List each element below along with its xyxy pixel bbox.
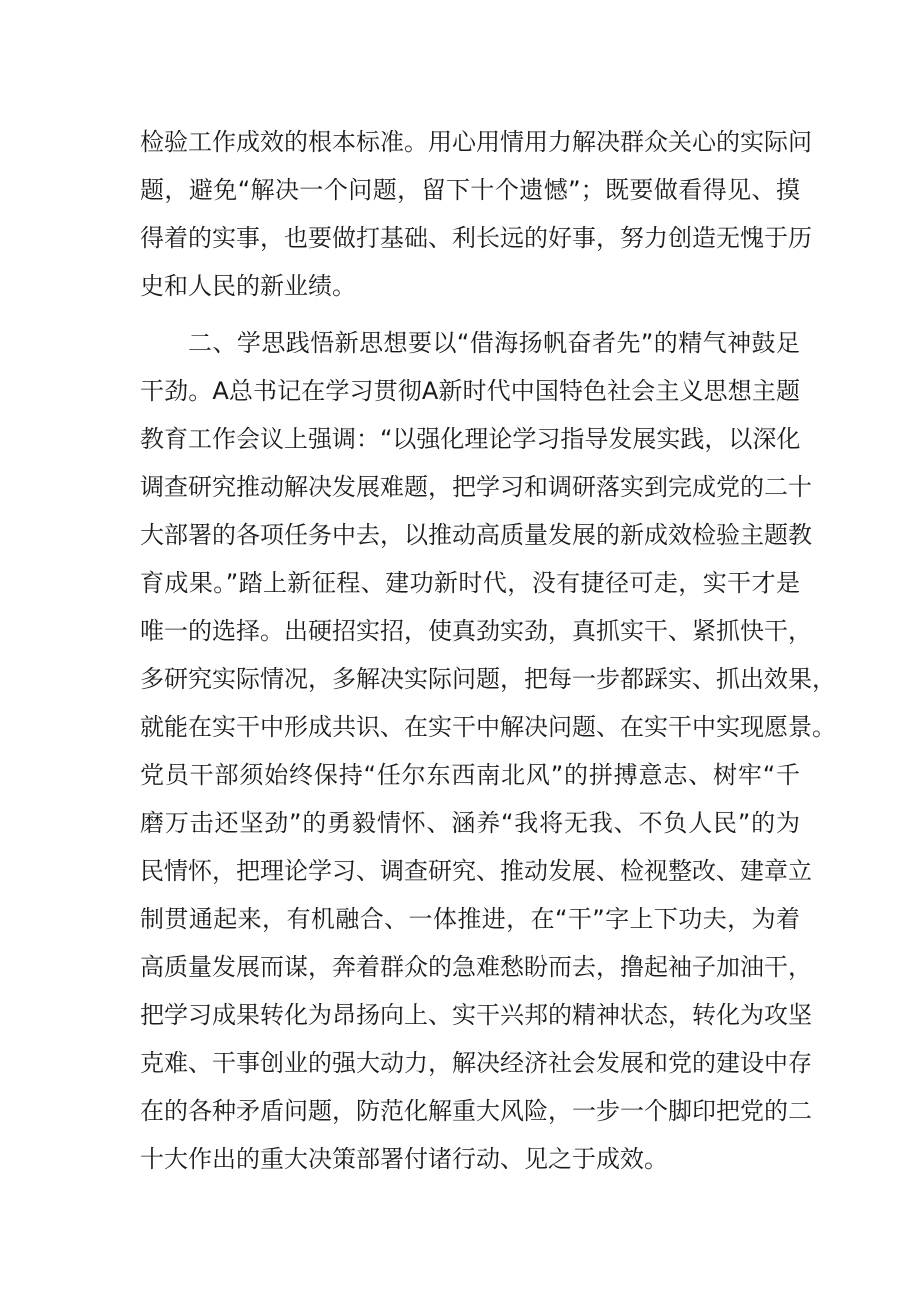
paragraph-2-line-11: 磨万击还坚劲”的勇毅情怀、涵养“我将无我、不负人民”的为 [140,809,800,837]
paragraph-2-line-9: 就能在实干中形成共识、在实干中解决问题、在实干中实现愿景。 [140,713,836,741]
document-body [140,118,836,1183]
paragraph-2-line-7: 唯一的选择。出硬招实招，使真劲实劲，真抓实干、紧抓快干， [140,617,812,645]
paragraph-2-line-17: 在的各种矛盾问题，防范化解重大风险，一步一个脚印把党的二 [140,1097,812,1125]
paragraph-2-line-4: 调查研究推动解决发展难题，把学习和调研落实到完成党的二十 [140,473,812,501]
paragraph-1-line-2: 题，避免“解决一个问题，留下十个遗憾”；既要做看得见、摸 [140,176,800,204]
paragraph-2-line-12: 民情怀，把理论学习、调查研究、推动发展、检视整改、建章立 [140,857,812,885]
paragraph-2-line-18: 十大作出的重大决策部署付诸行动、见之于成效。 [140,1145,668,1173]
paragraph-2-line-2: 干劲。A总书记在学习贯彻A新时代中国特色社会主义思想主题 [140,377,800,405]
paragraph-1-line-1: 检验工作成效的根本标准。用心用情用力解决群众关心的实际问 [140,128,812,156]
paragraph-2-line-13: 制贯通起来，有机融合、一体推进，在“干”字上下功夫，为着 [140,905,800,933]
paragraph-2-line-15: 把学习成果转化为昂扬向上、实干兴邦的精神状态，转化为攻坚 [140,1001,812,1029]
paragraph-2-line-16: 克难、干事创业的强大动力，解决经济社会发展和党的建设中存 [140,1049,812,1077]
paragraph-1-line-3: 得着的实事，也要做打基础、利长远的好事，努力创造无愧于历 [140,224,812,252]
paragraph-spacer [140,310,800,319]
paragraph-2-line-10: 党员干部须始终保持“任尔东西南北风”的拼搏意志、树牢“千 [140,761,800,789]
paragraph-2-line-14: 高质量发展而谋，奔着群众的急难愁盼而去，撸起袖子加油干， [140,953,812,981]
paragraph-2-line-8: 多研究实际情况，多解决实际问题，把每一步都踩实、抓出效果， [140,665,836,693]
paragraph-2-line-1: 二、学思践悟新思想要以“借海扬帆奋者先”的精气神鼓足 [188,329,800,357]
paragraph-2-line-5: 大部署的各项任务中去，以推动高质量发展的新成效检验主题教 [140,521,812,549]
paragraph-1-line-4: 史和人民的新业绩。 [140,272,356,300]
paragraph-2-line-3: 教育工作会议上强调：“以强化理论学习指导发展实践，以深化 [140,425,801,453]
paragraph-2-line-6: 育成果。”踏上新征程、建功新时代，没有捷径可走，实干才是 [140,569,800,597]
